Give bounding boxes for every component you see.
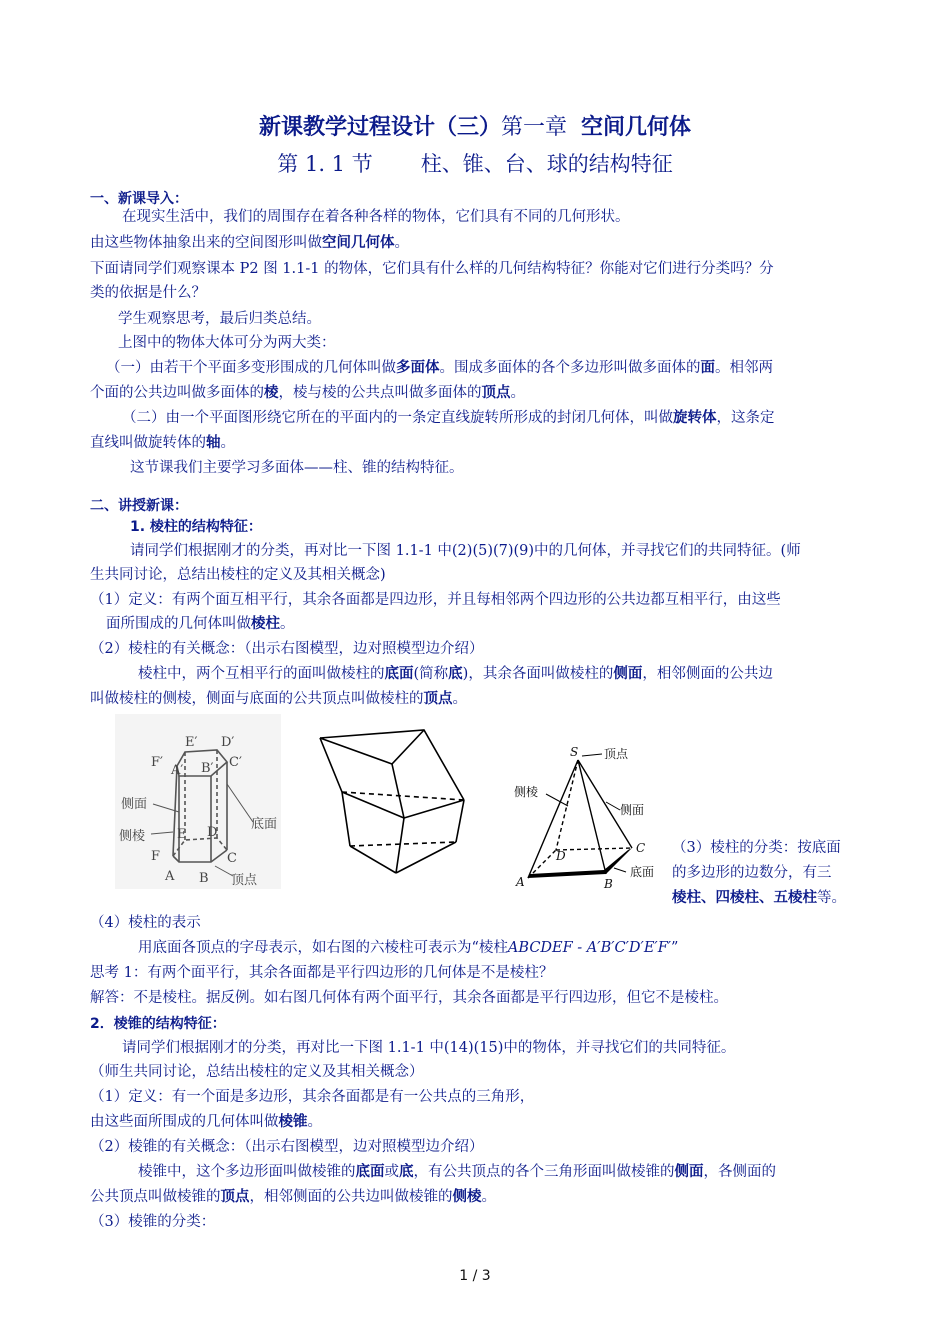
label-b-prime: B′ [201,761,214,776]
text-line: （师生共同讨论，总结出棱柱的定义及其相关概念） [90,1064,424,1080]
label-c: C [227,851,237,866]
text-line: 用底面各顶点的字母表示，如右图的六棱柱可表示为“棱柱ABCDEF - A′B′C′D′E′F′” [138,940,679,956]
term-pyramid: 棱锥 [278,1114,308,1130]
label-base: 底面 [251,817,278,832]
term-solid-of-revolution: 旋转体 [673,410,717,426]
term-spatial-solid: 空间几何体 [322,235,395,251]
text-line: 请同学们根据刚才的分类，再对比一下图 1.1-1 中(2)(5)(7)(9)中的几何体，并寻找它们的共同特征。(师 [130,543,801,559]
text-line: 由这些面所围成的几何体叫做棱锥。 [90,1114,322,1130]
text-line: 由这些物体抽象出来的空间图形叫做空间几何体。 [90,235,409,251]
label-d: D [556,849,566,863]
section-heading-new-lesson: 二、讲授新课： [90,498,188,514]
text-line: （3）棱锥的分类： [90,1214,216,1230]
label-d: D [207,825,218,840]
prism-notation: ABCDEF - A′B′C′D′E′F′ [507,940,672,956]
counterexample-solid-figure [312,728,472,876]
text-line: 请同学们根据刚才的分类，再对比一下图 1.1-1 中(14)(15)中的物体，并寻找它们的共同特征。 [122,1040,736,1056]
term-axis: 轴 [206,435,221,451]
text-line: 解答：不是棱柱。据反例。如右图几何体有两个面平行，其余各面都是平行四边形，但它不是棱柱。 [90,990,728,1006]
label-lateral-edge: 侧棱 [514,785,539,799]
term-polyhedron: 多面体 [396,360,440,376]
subheading-prism: 1. 棱柱的结构特征： [130,519,262,535]
text-line: 叫做棱柱的侧棱，侧面与底面的公共顶点叫做棱柱的顶点。 [90,691,467,707]
pyramid-figure [510,742,665,892]
term-prism: 棱柱 [251,616,280,632]
label-a: A [165,869,175,884]
label-c-prime: C′ [229,755,242,770]
text-line: 上图中的物体大体可分为两大类： [118,335,336,351]
text-line: 面所围成的几何体叫做棱柱。 [106,616,295,632]
text-line: 的多边形的边数分，有三 [672,865,832,881]
text-line: 棱柱中，两个互相平行的面叫做棱柱的底面(简称底)，其余各面叫做棱柱的侧面，相邻侧面的公共边 [138,666,773,682]
section-heading-intro: 一、新课导入： [90,191,188,207]
text-line: 生共同讨论，总结出棱柱的定义及其相关概念) [90,567,386,583]
text-line: （2）棱柱的有关概念：（出示右图模型，边对照模型边介绍） [90,641,484,657]
text-line: （二）由一个平面图形绕它所在的平面内的一条定直线旋转所形成的封闭几何体，叫做旋转体，这条定 [122,410,775,426]
text-line: （3）棱柱的分类：按底面 [672,840,841,856]
text-line: 思考 1：有两个面平行，其余各面都是平行四边形的几何体是不是棱柱？ [90,965,554,981]
page-number: 1 / 3 [459,1268,491,1284]
page-subtitle [0,148,950,178]
label-b: B [199,871,209,886]
title-part-2: 第一章 [500,115,567,140]
label-a: A [516,875,525,889]
text-line: 类的依据是什么？ [90,285,206,301]
text-line: 直线叫做旋转体的轴。 [90,435,235,451]
text-line: （一）由若干个平面多变形围成的几何体叫做多面体。围成多面体的各个多边形叫做多面体的面。相邻两 [106,360,773,376]
label-f: F [151,849,161,864]
label-b: B [604,877,613,891]
term-prism-types: 棱柱、四棱柱、五棱柱 [672,890,817,906]
subtitle-section: 第 1. 1 节 [277,152,373,176]
label-lateral-face: 侧面 [620,803,645,817]
term-edge: 棱 [264,385,279,401]
text-line: 下面请同学们观察课本 P2 图 1.1-1 的物体，它们具有什么样的几何结构特征？你能对它们进行分类吗？分 [90,261,774,277]
text-line: 棱锥中，这个多边形面叫做棱锥的底面或底，有公共顶点的各个三角形面叫做棱锥的侧面，各侧面的 [138,1164,776,1180]
text-line: 这节课我们主要学习多面体——柱、锥的结构特征。 [130,460,464,476]
text-line: （1）定义：有一个面是多边形，其余各面都是有一公共点的三角形， [90,1089,535,1105]
label-f-prime: F′ [151,755,163,770]
label-apex-vertex: 顶点 [604,747,629,761]
term-face: 面 [700,360,715,376]
subheading-pyramid: 2．棱锥的结构特征： [90,1016,226,1032]
subtitle-topic: 柱、锥、台、球的结构特征 [420,152,673,176]
label-base: 底面 [630,865,655,879]
text-line: 个面的公共边叫做多面体的棱，棱与棱的公共点叫做多面体的顶点。 [90,385,525,401]
label-vertex: 顶点 [231,873,258,888]
term-vertex: 顶点 [481,385,511,401]
text-line: 学生观察思考，最后归类总结。 [118,311,321,327]
title-part-3: 空间几何体 [581,114,692,140]
text-line: （2）棱锥的有关概念：（出示右图模型，边对照模型边介绍） [90,1139,484,1155]
label-c: C [636,841,646,855]
label-e: E [177,827,187,842]
label-d-prime: D′ [221,735,235,750]
title-part-1: 新课教学过程设计（三） [258,114,501,140]
label-a-prime: A′ [171,763,184,778]
label-apex-s: S [570,745,579,759]
text-line: 在现实生活中，我们的周围存在着各种各样的物体，它们具有不同的几何形状。 [122,209,630,225]
page-title [0,110,950,141]
text-line: （4）棱柱的表示 [90,915,201,931]
label-e-prime: E′ [185,735,198,750]
text-line: （1）定义：有两个面互相平行，其余各面都是四边形，并且每相邻两个四边形的公共边都互相平行，由这些 [90,592,781,608]
text-line: 公共顶点叫做棱锥的顶点，相邻侧面的公共边叫做棱锥的侧棱。 [90,1189,496,1205]
label-side-face: 侧面 [121,797,148,812]
hexagonal-prism-figure [115,714,281,889]
label-lateral-edge: 侧棱 [119,829,146,844]
text-line: 棱柱、四棱柱、五棱柱等。 [672,890,846,906]
